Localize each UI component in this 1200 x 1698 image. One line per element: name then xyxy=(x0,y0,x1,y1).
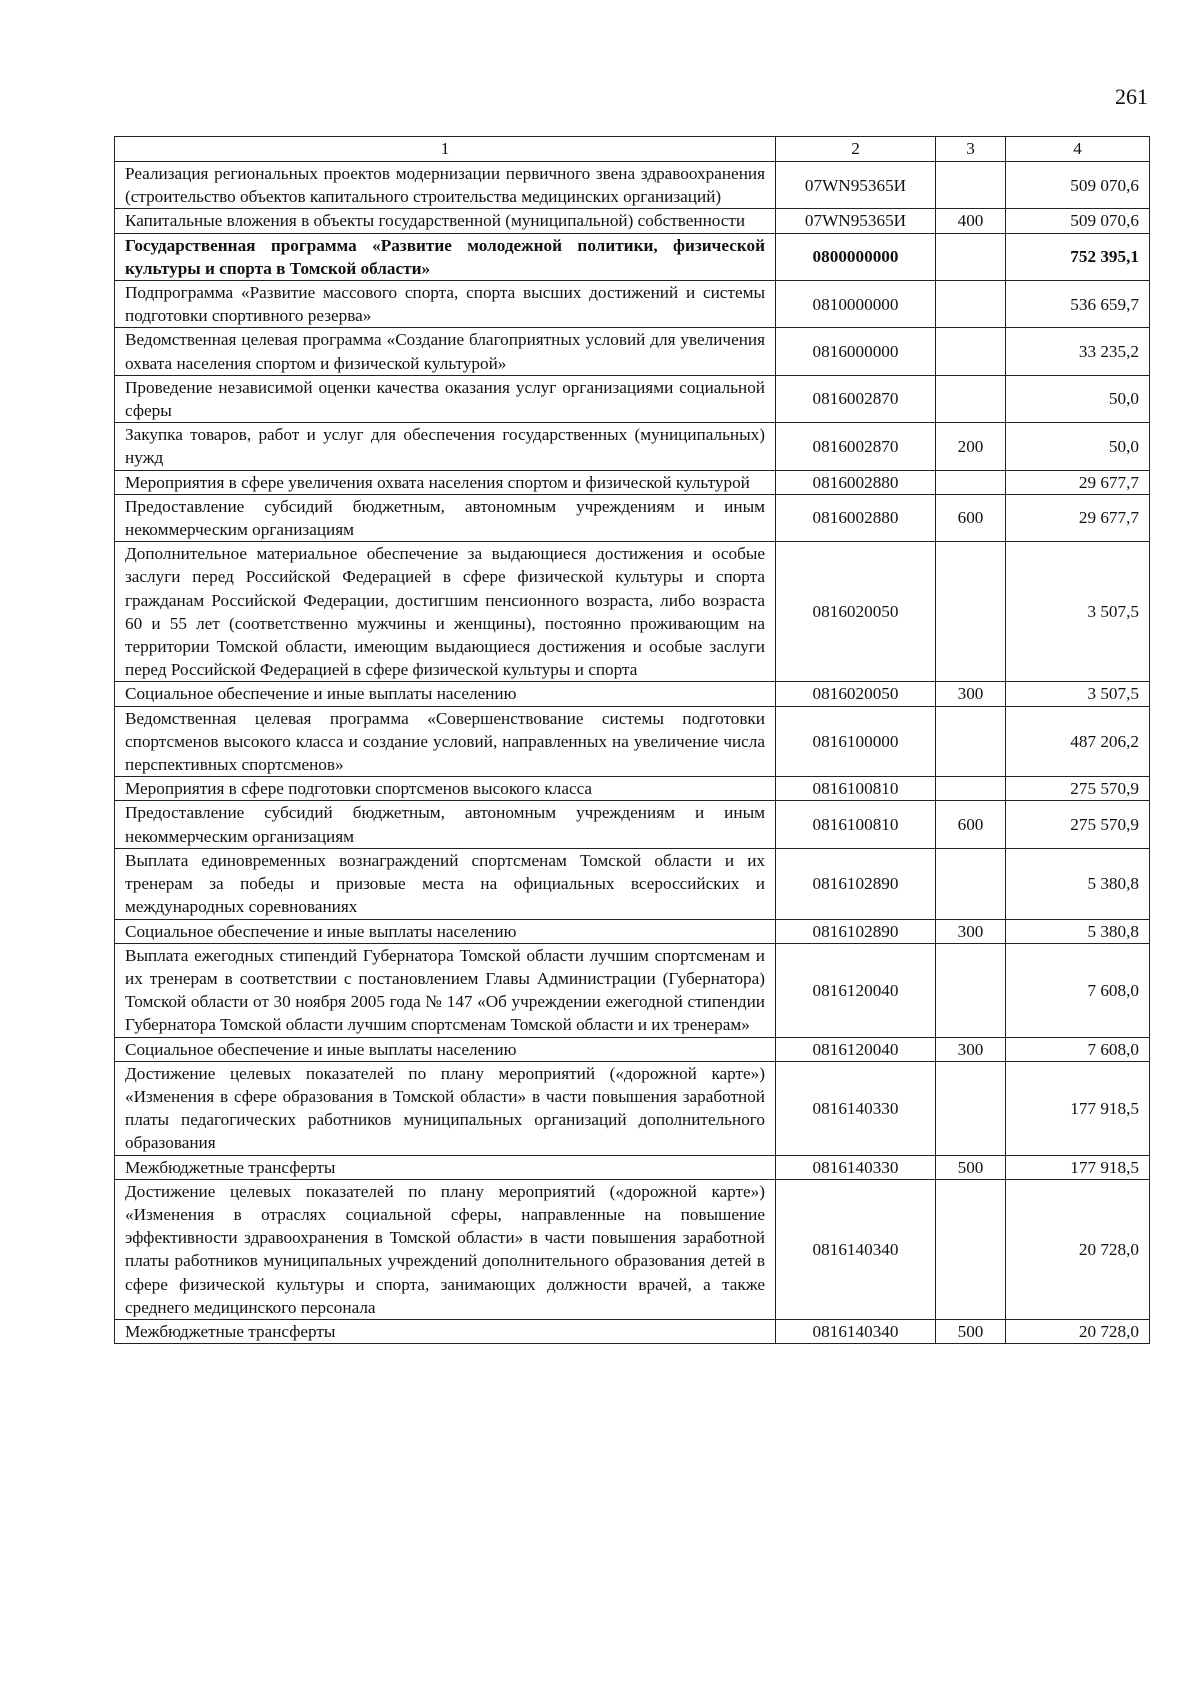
row-expense-type xyxy=(936,328,1006,375)
row-expense-type xyxy=(936,233,1006,280)
row-amount: 536 659,7 xyxy=(1006,281,1150,328)
row-amount: 177 918,5 xyxy=(1006,1155,1150,1179)
row-target-code: 0816002880 xyxy=(776,470,936,494)
row-description: Социальное обеспечение и иные выплаты населению xyxy=(115,682,776,706)
row-description: Предоставление субсидий бюджетным, автономным учреждениям и иным некоммерческим организациям xyxy=(115,494,776,541)
row-expense-type xyxy=(936,1061,1006,1155)
row-description: Государственная программа «Развитие молодежной политики, физической культуры и спорта в Томской области» xyxy=(115,233,776,280)
row-expense-type: 600 xyxy=(936,494,1006,541)
row-expense-type xyxy=(936,706,1006,777)
row-description: Проведение независимой оценки качества оказания услуг организациями социальной сферы xyxy=(115,375,776,422)
row-target-code: 0816140330 xyxy=(776,1061,936,1155)
row-amount: 29 677,7 xyxy=(1006,470,1150,494)
table-row xyxy=(115,423,1150,470)
row-description: Подпрограмма «Развитие массового спорта, спорта высших достижений и системы подготовки спортивного резерва» xyxy=(115,281,776,328)
table-row xyxy=(115,1037,1150,1061)
row-expense-type: 500 xyxy=(936,1155,1006,1179)
row-description: Предоставление субсидий бюджетным, автономным учреждениям и иным некоммерческим организациям xyxy=(115,801,776,848)
column-header: 4 xyxy=(1006,137,1150,162)
row-target-code: 0816000000 xyxy=(776,328,936,375)
row-expense-type xyxy=(936,162,1006,209)
row-description: Закупка товаров, работ и услуг для обеспечения государственных (муниципальных) нужд xyxy=(115,423,776,470)
row-expense-type xyxy=(936,777,1006,801)
row-target-code: 0816002870 xyxy=(776,375,936,422)
row-target-code: 07WN95365И xyxy=(776,209,936,233)
row-expense-type: 600 xyxy=(936,801,1006,848)
row-expense-type xyxy=(936,281,1006,328)
row-amount: 752 395,1 xyxy=(1006,233,1150,280)
row-target-code: 0816100810 xyxy=(776,777,936,801)
table-row xyxy=(115,919,1150,943)
row-target-code: 0816102890 xyxy=(776,919,936,943)
table-row xyxy=(115,1061,1150,1155)
table-row xyxy=(115,1319,1150,1343)
row-amount: 275 570,9 xyxy=(1006,777,1150,801)
table-row xyxy=(115,777,1150,801)
row-target-code: 0800000000 xyxy=(776,233,936,280)
row-target-code: 0816002880 xyxy=(776,494,936,541)
row-amount: 29 677,7 xyxy=(1006,494,1150,541)
table-row xyxy=(115,494,1150,541)
row-amount: 5 380,8 xyxy=(1006,919,1150,943)
row-target-code: 0810000000 xyxy=(776,281,936,328)
row-expense-type: 200 xyxy=(936,423,1006,470)
row-amount: 7 608,0 xyxy=(1006,1037,1150,1061)
row-expense-type: 500 xyxy=(936,1319,1006,1343)
page-number: 261 xyxy=(1115,84,1148,109)
row-description: Социальное обеспечение и иные выплаты населению xyxy=(115,919,776,943)
row-expense-type: 300 xyxy=(936,1037,1006,1061)
row-description: Ведомственная целевая программа «Совершенствование системы подготовки спортсменов высокого класса и создание условий, направленных на увеличение числа перспективных спортсменов» xyxy=(115,706,776,777)
row-expense-type: 300 xyxy=(936,919,1006,943)
row-amount: 509 070,6 xyxy=(1006,162,1150,209)
table-row xyxy=(115,328,1150,375)
row-description: Межбюджетные трансферты xyxy=(115,1155,776,1179)
row-amount: 177 918,5 xyxy=(1006,1061,1150,1155)
table-header-row xyxy=(115,137,1150,162)
row-target-code: 0816002870 xyxy=(776,423,936,470)
column-header: 2 xyxy=(776,137,936,162)
row-expense-type xyxy=(936,470,1006,494)
table-row xyxy=(115,162,1150,209)
table-row xyxy=(115,943,1150,1037)
row-description: Ведомственная целевая программа «Создание благоприятных условий для увеличения охвата населения спортом и физической культурой» xyxy=(115,328,776,375)
row-description: Дополнительное материальное обеспечение за выдающиеся достижения и особые заслуги перед Российской Федерацией в сфере физической культуры и спорта гражданам Российской Федерации, достигшим пенсионного возраста, либо возраста 60 и 55 лет (соответственно мужчины и женщины), постоянно проживающим на территории Томской области, имеющим выдающиеся достижения и особые заслуги перед Российской Федерацией в сфере физической культуры и спорта xyxy=(115,542,776,682)
row-description: Достижение целевых показателей по плану мероприятий («дорожной карте») «Изменения в сфере образования в Томской области» в части повышения заработной платы педагогических работников муниципальных организаций дополнительного образования xyxy=(115,1061,776,1155)
row-description: Капитальные вложения в объекты государственной (муниципальной) собственности xyxy=(115,209,776,233)
row-expense-type xyxy=(936,943,1006,1037)
row-amount: 487 206,2 xyxy=(1006,706,1150,777)
row-description: Мероприятия в сфере подготовки спортсменов высокого класса xyxy=(115,777,776,801)
row-target-code: 0816120040 xyxy=(776,943,936,1037)
row-expense-type xyxy=(936,542,1006,682)
row-target-code: 07WN95365И xyxy=(776,162,936,209)
row-amount: 509 070,6 xyxy=(1006,209,1150,233)
row-amount: 7 608,0 xyxy=(1006,943,1150,1037)
row-target-code: 0816100000 xyxy=(776,706,936,777)
row-amount: 3 507,5 xyxy=(1006,682,1150,706)
table-row xyxy=(115,682,1150,706)
table-row xyxy=(115,233,1150,280)
table-row xyxy=(115,1179,1150,1319)
column-header: 3 xyxy=(936,137,1006,162)
row-amount: 50,0 xyxy=(1006,375,1150,422)
table-row xyxy=(115,375,1150,422)
row-target-code: 0816020050 xyxy=(776,682,936,706)
column-header: 1 xyxy=(115,137,776,162)
row-target-code: 0816140340 xyxy=(776,1319,936,1343)
row-expense-type xyxy=(936,1179,1006,1319)
row-amount: 3 507,5 xyxy=(1006,542,1150,682)
row-expense-type: 400 xyxy=(936,209,1006,233)
row-amount: 5 380,8 xyxy=(1006,848,1150,919)
row-description: Выплата единовременных вознаграждений спортсменам Томской области и их тренерам за победы и призовые места на официальных всероссийских и международных соревнованиях xyxy=(115,848,776,919)
row-target-code: 0816140340 xyxy=(776,1179,936,1319)
row-amount: 20 728,0 xyxy=(1006,1179,1150,1319)
row-target-code: 0816120040 xyxy=(776,1037,936,1061)
row-description: Межбюджетные трансферты xyxy=(115,1319,776,1343)
row-target-code: 0816020050 xyxy=(776,542,936,682)
row-amount: 275 570,9 xyxy=(1006,801,1150,848)
row-description: Достижение целевых показателей по плану мероприятий («дорожной карте») «Изменения в отраслях социальной сферы, направленные на повышение эффективности здравоохранения в Томской области» в части повышения заработной платы работников муниципальных учреждений дополнительного образования детей в сфере физической культуры и спорта, занимающих должности врачей, а также среднего медицинского персонала xyxy=(115,1179,776,1319)
row-target-code: 0816140330 xyxy=(776,1155,936,1179)
table-row xyxy=(115,542,1150,682)
row-description: Мероприятия в сфере увеличения охвата населения спортом и физической культурой xyxy=(115,470,776,494)
row-target-code: 0816100810 xyxy=(776,801,936,848)
row-description: Реализация региональных проектов модернизации первичного звена здравоохранения (строительство объектов капитального строительства медицинских организаций) xyxy=(115,162,776,209)
table-row xyxy=(115,209,1150,233)
table-row xyxy=(115,706,1150,777)
row-target-code: 0816102890 xyxy=(776,848,936,919)
row-amount: 50,0 xyxy=(1006,423,1150,470)
table-row xyxy=(115,470,1150,494)
row-description: Выплата ежегодных стипендий Губернатора Томской области лучшим спортсменам и их тренерам в соответствии с постановлением Главы Администрации (Губернатора) Томской области от 30 ноября 2005 года № 147 «Об учреждении ежегодной стипендии Губернатора Томской области лучшим спортсменам Томской области и их тренерам» xyxy=(115,943,776,1037)
row-amount: 33 235,2 xyxy=(1006,328,1150,375)
row-description: Социальное обеспечение и иные выплаты населению xyxy=(115,1037,776,1061)
row-expense-type: 300 xyxy=(936,682,1006,706)
table-row xyxy=(115,801,1150,848)
row-expense-type xyxy=(936,375,1006,422)
budget-table xyxy=(114,136,1150,1344)
table-row xyxy=(115,1155,1150,1179)
table-row xyxy=(115,848,1150,919)
row-expense-type xyxy=(936,848,1006,919)
row-amount: 20 728,0 xyxy=(1006,1319,1150,1343)
table-row xyxy=(115,281,1150,328)
